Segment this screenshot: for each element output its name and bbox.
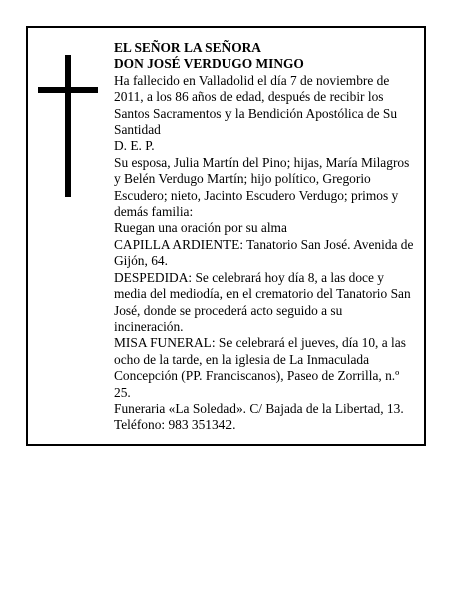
funeral-mass-info: MISA FUNERAL: Se celebrará el jueves, día 10, a las ocho de la tarde, en la iglesia de La Inmaculada Concepción (PP. Franciscanos), Paseo de Zorrilla, n.º 25.: [114, 335, 406, 400]
prayer-request: Ruegan una oración por su alma: [114, 220, 287, 236]
cross-vertical-bar: [65, 55, 71, 197]
notice-text: [114, 40, 414, 434]
farewell-info: DESPEDIDA: Se celebrará hoy día 8, a las doce y media del mediodía, en el crematorio del Tanatorio San José, donde se procederá acto seguido a su incineración.: [114, 269, 411, 334]
cross-horizontal-bar: [38, 87, 98, 93]
obituary-notice: [26, 26, 426, 446]
chapel-info: CAPILLA ARDIENTE: Tanatorio San José. Avenida de Gijón, 64.: [114, 236, 414, 269]
death-announcement: Ha fallecido en Valladolid el día 7 de noviembre de 2011, a los 86 años de edad, después de recibir los Santos Sacramentos y la Bendición Apostólica de Su Santidad: [114, 72, 398, 138]
rip-line: D. E. P.: [114, 138, 155, 154]
funeral-home-info: Funeraria «La Soledad». C/ Bajada de la Libertad, 13. Teléfono: 983 351342.: [114, 400, 404, 433]
family-list: Su esposa, Julia Martín del Pino; hijas, María Milagros y Belén Verdugo Martín; hijo político, Gregorio Escudero; nieto, Jacinto Escudero Verdugo; primos y demás familia:: [114, 154, 410, 220]
heading-title: EL SEÑOR LA SEÑORA: [114, 40, 261, 55]
cross-icon: [38, 55, 98, 197]
deceased-name: DON JOSÉ VERDUGO MINGO: [114, 56, 304, 72]
